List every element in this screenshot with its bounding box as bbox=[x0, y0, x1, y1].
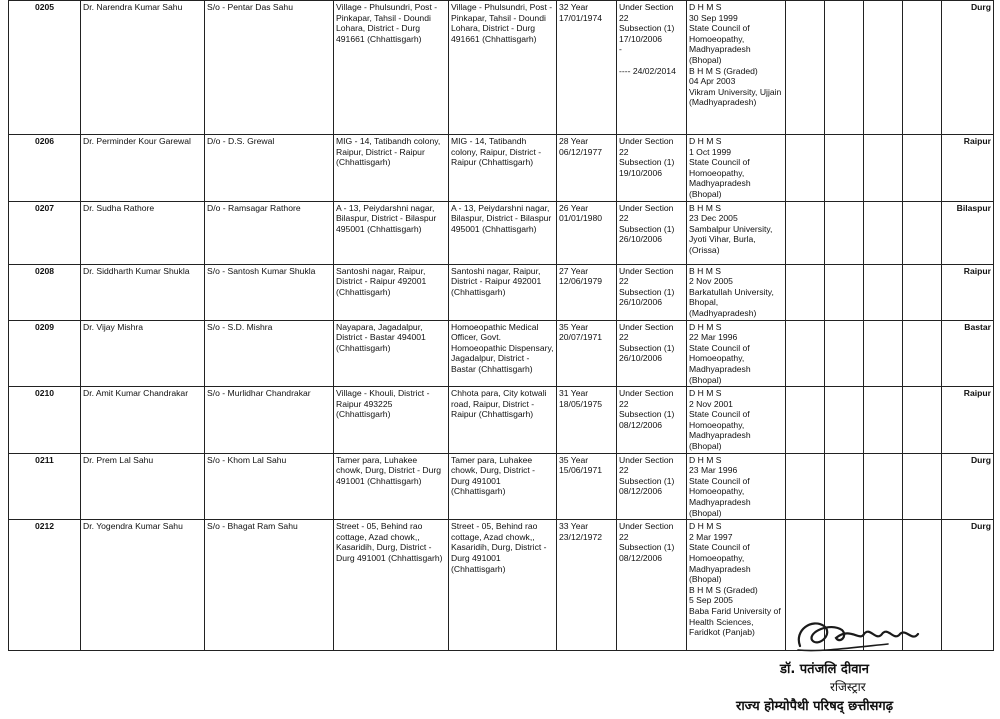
district: Durg bbox=[942, 453, 994, 520]
registration-details: Under Section 22 Subsection (1) 26/10/2006 bbox=[617, 201, 687, 264]
permanent-address: MIG - 14, Tatibandh colony, Raipur, District - Raipur (Chhattisgarh) bbox=[334, 135, 449, 202]
empty-cell bbox=[825, 264, 864, 320]
present-address: Village - Phulsundri, Post - Pinkapar, Tahsil - Doundi Lohara, District - Durg 491661 (Chhattisgarh) bbox=[449, 1, 557, 135]
relation: S/o - Murlidhar Chandrakar bbox=[205, 387, 334, 454]
table-row bbox=[9, 201, 994, 264]
qualification: D H M S 1 Oct 1999 State Council of Homoeopathy, Madhyapradesh (Bhopal) bbox=[687, 135, 786, 202]
empty-cell bbox=[825, 320, 864, 387]
relation: S/o - Pentar Das Sahu bbox=[205, 1, 334, 135]
empty-cell bbox=[786, 264, 825, 320]
empty-cell bbox=[903, 201, 942, 264]
table-row bbox=[9, 453, 994, 520]
qualification: D H M S 22 Mar 1996 State Council of Homoeopathy, Madhyapradesh (Bhopal) bbox=[687, 320, 786, 387]
relation: S/o - S.D. Mishra bbox=[205, 320, 334, 387]
table-row bbox=[9, 135, 994, 202]
registration-table bbox=[8, 0, 994, 651]
empty-cell bbox=[825, 201, 864, 264]
practitioner-name: Dr. Sudha Rathore bbox=[81, 201, 205, 264]
qualification: D H M S 23 Mar 1996 State Council of Homoeopathy, Madhyapradesh (Bhopal) bbox=[687, 453, 786, 520]
present-address: A - 13, Peiydarshni nagar, Bilaspur, District - Bilaspur 495001 (Chhattisgarh) bbox=[449, 201, 557, 264]
permanent-address: Village - Phulsundri, Post - Pinkapar, Tahsil - Doundi Lohara, District - Durg 491661 (Chhattisgarh) bbox=[334, 1, 449, 135]
relation: S/o - Santosh Kumar Shukla bbox=[205, 264, 334, 320]
district: Bastar bbox=[942, 320, 994, 387]
table-row bbox=[9, 264, 994, 320]
empty-cell bbox=[864, 1, 903, 135]
serial-number: 0211 bbox=[9, 453, 81, 520]
practitioner-name: Dr. Yogendra Kumar Sahu bbox=[81, 520, 205, 651]
present-address: Tamer para, Luhakee chowk, Durg, District - Durg 491001 (Chhattisgarh) bbox=[449, 453, 557, 520]
empty-cell bbox=[786, 1, 825, 135]
qualification: B H M S 23 Dec 2005 Sambalpur University, Jyoti Vihar, Burla, (Orissa) bbox=[687, 201, 786, 264]
district: Raipur bbox=[942, 387, 994, 454]
present-address: Santoshi nagar, Raipur, District - Raipur 492001 (Chhattisgarh) bbox=[449, 264, 557, 320]
permanent-address: Nayapara, Jagadalpur, District - Bastar 494001 (Chhattisgarh) bbox=[334, 320, 449, 387]
age-dob: 27 Year 12/06/1979 bbox=[557, 264, 617, 320]
empty-cell bbox=[903, 135, 942, 202]
present-address: Homoeopathic Medical Officer, Govt. Homoeopathic Dispensary, Jagadalpur, District - Bastar (Chhattisgarh) bbox=[449, 320, 557, 387]
permanent-address: Santoshi nagar, Raipur, District - Raipur 492001 (Chhattisgarh) bbox=[334, 264, 449, 320]
empty-cell bbox=[786, 320, 825, 387]
empty-cell bbox=[825, 453, 864, 520]
permanent-address: A - 13, Peiydarshni nagar, Bilaspur, District - Bilaspur 495001 (Chhattisgarh) bbox=[334, 201, 449, 264]
district: Raipur bbox=[942, 135, 994, 202]
empty-cell bbox=[864, 201, 903, 264]
registration-details: Under Section 22 Subsection (1) 19/10/2006 bbox=[617, 135, 687, 202]
qualification: B H M S 2 Nov 2005 Barkatullah University, Bhopal, (Madhyapradesh) bbox=[687, 264, 786, 320]
registrar-organization: राज्य होम्योपैथी परिषद् छत्तीसगढ़ bbox=[736, 699, 894, 714]
practitioner-name: Dr. Perminder Kour Garewal bbox=[81, 135, 205, 202]
qualification: D H M S 2 Nov 2001 State Council of Homoeopathy, Madhyapradesh (Bhopal) bbox=[687, 387, 786, 454]
empty-cell bbox=[903, 320, 942, 387]
present-address: MIG - 14, Tatibandh colony, Raipur, District - Raipur (Chhattisgarh) bbox=[449, 135, 557, 202]
serial-number: 0208 bbox=[9, 264, 81, 320]
registration-details: Under Section 22 Subsection (1) 17/10/2006 - ---- 24/02/2014 bbox=[617, 1, 687, 135]
registration-details: Under Section 22 Subsection (1) 26/10/2006 bbox=[617, 320, 687, 387]
district: Durg bbox=[942, 520, 994, 651]
district: Raipur bbox=[942, 264, 994, 320]
permanent-address: Village - Khouli, District - Raipur 493225 (Chhattisgarh) bbox=[334, 387, 449, 454]
empty-cell bbox=[864, 387, 903, 454]
registration-details: Under Section 22 Subsection (1) 08/12/2006 bbox=[617, 520, 687, 651]
age-dob: 31 Year 18/05/1975 bbox=[557, 387, 617, 454]
present-address: Street - 05, Behind rao cottage, Azad chowk,, Kasaridih, Durg, District - Durg 491001 (Chhattisgarh) bbox=[449, 520, 557, 651]
table-row bbox=[9, 387, 994, 454]
empty-cell bbox=[825, 387, 864, 454]
table-row bbox=[9, 320, 994, 387]
relation: D/o - Ramsagar Rathore bbox=[205, 201, 334, 264]
relation: D/o - D.S. Grewal bbox=[205, 135, 334, 202]
registration-details: Under Section 22 Subsection (1) 26/10/2006 bbox=[617, 264, 687, 320]
age-dob: 32 Year 17/01/1974 bbox=[557, 1, 617, 135]
empty-cell bbox=[786, 387, 825, 454]
serial-number: 0209 bbox=[9, 320, 81, 387]
empty-cell bbox=[825, 1, 864, 135]
district: Durg bbox=[942, 1, 994, 135]
registrar-name: डॉ. पतंजलि दीवान bbox=[780, 662, 870, 677]
practitioner-name: Dr. Prem Lal Sahu bbox=[81, 453, 205, 520]
registrar-signature bbox=[790, 612, 940, 657]
empty-cell bbox=[864, 453, 903, 520]
empty-cell bbox=[864, 320, 903, 387]
table-row bbox=[9, 1, 994, 135]
practitioner-name: Dr. Amit Kumar Chandrakar bbox=[81, 387, 205, 454]
empty-cell bbox=[903, 453, 942, 520]
empty-cell bbox=[825, 135, 864, 202]
serial-number: 0206 bbox=[9, 135, 81, 202]
empty-cell bbox=[786, 453, 825, 520]
serial-number: 0210 bbox=[9, 387, 81, 454]
registration-details: Under Section 22 Subsection (1) 08/12/2006 bbox=[617, 453, 687, 520]
qualification: D H M S 2 Mar 1997 State Council of Homoeopathy, Madhyapradesh (Bhopal) B H M S (Graded) 5 Sep 2005 Baba Farid University of Health Sciences, Faridkot (Panjab) bbox=[687, 520, 786, 651]
signature-block bbox=[720, 612, 980, 719]
relation: S/o - Khom Lal Sahu bbox=[205, 453, 334, 520]
practitioner-name: Dr. Narendra Kumar Sahu bbox=[81, 1, 205, 135]
qualification: D H M S 30 Sep 1999 State Council of Homoeopathy, Madhyapradesh (Bhopal) B H M S (Graded) 04 Apr 2003 Vikram University, Ujjain (Madhyapradesh) bbox=[687, 1, 786, 135]
practitioner-name: Dr. Siddharth Kumar Shukla bbox=[81, 264, 205, 320]
relation: S/o - Bhagat Ram Sahu bbox=[205, 520, 334, 651]
empty-cell bbox=[864, 135, 903, 202]
practitioner-name: Dr. Vijay Mishra bbox=[81, 320, 205, 387]
empty-cell bbox=[903, 264, 942, 320]
permanent-address: Street - 05, Behind rao cottage, Azad chowk,, Kasaridih, Durg, District - Durg 491001 (Chhattisgarh) bbox=[334, 520, 449, 651]
empty-cell bbox=[786, 201, 825, 264]
registrar-title: रजिस्ट्रार bbox=[830, 680, 866, 694]
age-dob: 33 Year 23/12/1972 bbox=[557, 520, 617, 651]
empty-cell bbox=[864, 264, 903, 320]
empty-cell bbox=[786, 135, 825, 202]
serial-number: 0205 bbox=[9, 1, 81, 135]
age-dob: 35 Year 15/06/1971 bbox=[557, 453, 617, 520]
empty-cell bbox=[903, 387, 942, 454]
registration-details: Under Section 22 Subsection (1) 08/12/2006 bbox=[617, 387, 687, 454]
age-dob: 28 Year 06/12/1977 bbox=[557, 135, 617, 202]
age-dob: 26 Year 01/01/1980 bbox=[557, 201, 617, 264]
present-address: Chhota para, City kotwali road, Raipur, District - Raipur (Chhattisgarh) bbox=[449, 387, 557, 454]
district: Bilaspur bbox=[942, 201, 994, 264]
empty-cell bbox=[903, 1, 942, 135]
permanent-address: Tamer para, Luhakee chowk, Durg, District - Durg 491001 (Chhattisgarh) bbox=[334, 453, 449, 520]
age-dob: 35 Year 20/07/1971 bbox=[557, 320, 617, 387]
serial-number: 0212 bbox=[9, 520, 81, 651]
serial-number: 0207 bbox=[9, 201, 81, 264]
